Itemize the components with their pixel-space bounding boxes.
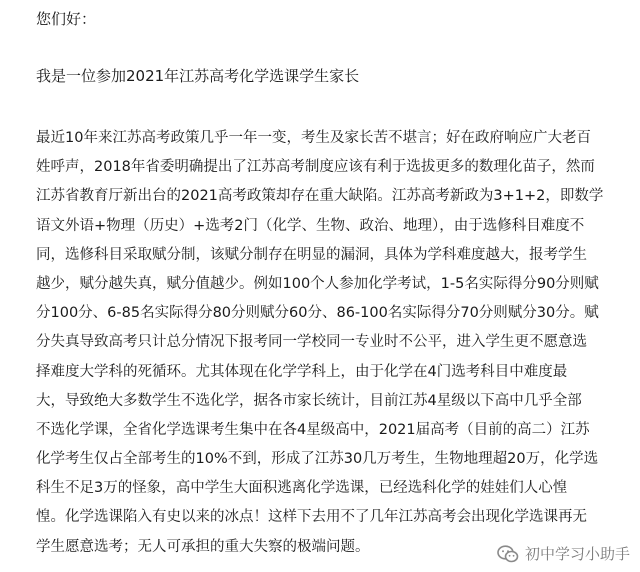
letter-intro: 我是一位参加2021年江苏高考化学选课学生家长	[36, 67, 360, 85]
body-line: 择难度大学科的死循环。尤其体现在化学学科上，由于化学在4门选考科目中难度最	[36, 363, 568, 380]
body-line: 惶。化学选课陷入有史以来的冰点！这样下去用不了几年江苏高考会出现化学选课再无	[36, 509, 587, 526]
body-line: 同，选修科目采取赋分制，该赋分制存在明显的漏洞，具体为学科难度越大，报考学生	[36, 246, 587, 263]
body-line: 科生不足3万的怪象，高中学生大面积逃离化学选课，已经选科化学的娃娃们人心惶	[36, 480, 568, 497]
body-line: 大，导致绝大多数学生不选化学，据各市家长统计，目前江苏4星级以下高中几乎全部	[36, 392, 582, 409]
body-line: 分失真导致高考只计总分情况下报考同一学校同一专业时不公平，进入学生更不愿意选	[36, 334, 587, 351]
letter-body	[36, 124, 616, 562]
letter-greeting: 您们好：	[36, 10, 97, 28]
body-line: 越少，赋分越失真，赋分值越少。例如100个人参加化学考试，1-5名实际得分90分则赋	[36, 275, 599, 292]
body-line: 语文外语+物理（历史）+选考2门（化学、生物、政治、地理），由于选修科目难度不	[36, 217, 585, 234]
watermark	[497, 544, 630, 564]
wechat-account-icon	[497, 545, 519, 563]
body-line: 姓呼声，2018年省委明确提出了江苏高考制度应该有利于选拔更多的数理化苗子，然而	[36, 159, 595, 176]
body-line: 学生愿意选考；无人可承担的重大失察的极端问题。	[36, 538, 370, 555]
body-line: 化学考生仅占全部考生的10%不到，形成了江苏30几万考生，生物地理超20万，化学选	[36, 451, 599, 468]
body-line: 最近10年来江苏高考政策几乎一年一变，考生及家长苦不堪言；好在政府响应广大老百	[36, 130, 591, 146]
body-line: 不选化学课，全省化学选课考生集中在各4星级高中，2021届高考（目前的高二）江苏	[36, 421, 590, 438]
watermark-text: 初中学习小助手	[524, 545, 630, 563]
body-line: 江苏省教育厅新出台的2021高考政策却存在重大缺陷。江苏高考新政为3+1+2，即数学	[36, 188, 604, 205]
body-line: 分100分、6-85名实际得分80分则赋分60分、86-100名实际得分70分则赋分30分。赋	[36, 305, 599, 322]
